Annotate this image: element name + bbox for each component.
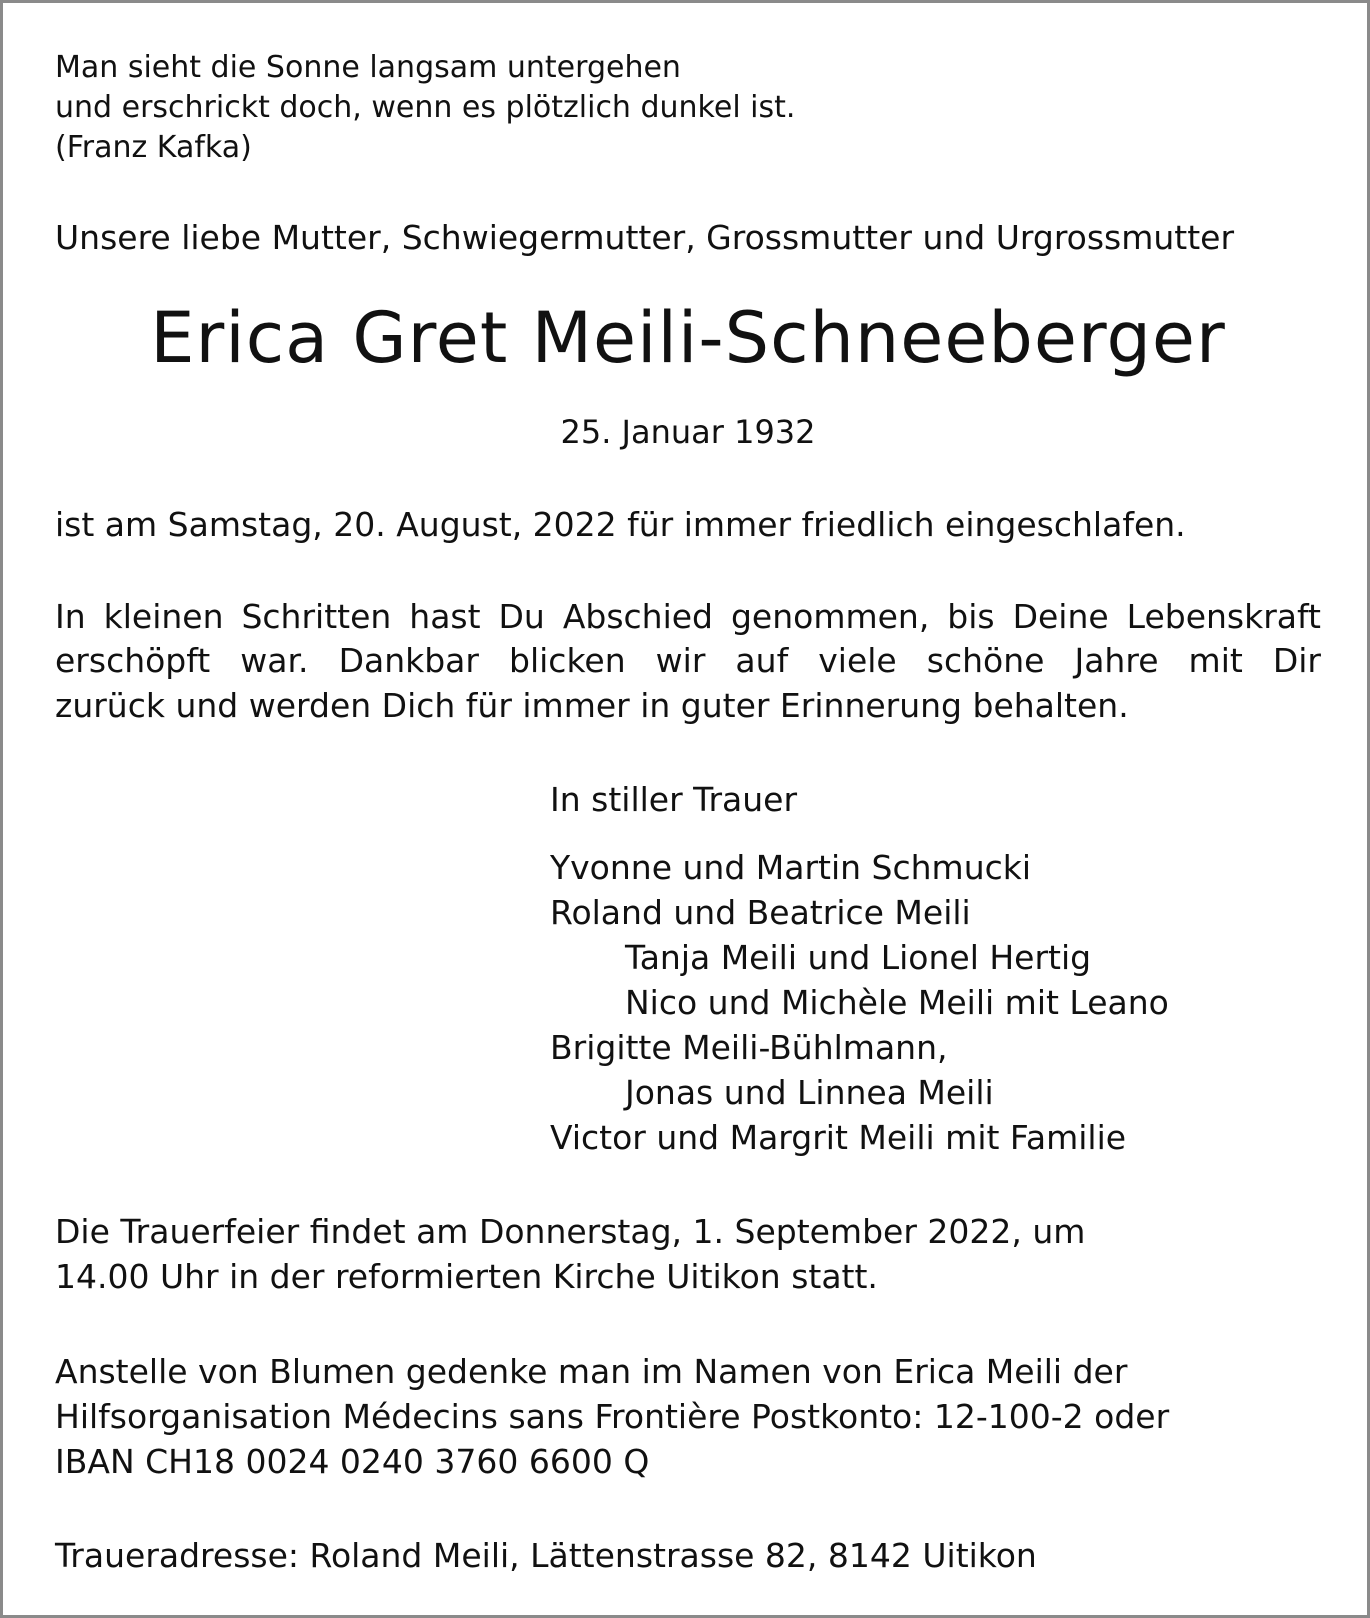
ceremony-line-1: Die Trauerfeier findet am Donnerstag, 1. September 2022, um: [55, 1212, 1086, 1251]
tribute-line-3: zurück und werden Dich für immer in guter Erinnerung behalten.: [55, 686, 1129, 725]
mourners-heading: In stiller Trauer: [550, 780, 798, 819]
ceremony-line-2: 14.00 Uhr in der reformierten Kirche Uitikon statt.: [55, 1257, 878, 1296]
passing-text: ist am Samstag, 20. August, 2022 für immer friedlich eingeschlafen.: [55, 505, 1186, 544]
mourner-name: Victor und Margrit Meili mit Familie: [550, 1118, 1127, 1157]
mourner-name: Yvonne und Martin Schmucki: [550, 848, 1032, 887]
tribute-line-1: In kleinen Schritten hast Du Abschied genommen, bis Deine Lebenskraft: [55, 597, 1321, 636]
donation-line-1: Anstelle von Blumen gedenke man im Namen von Erica Meili der: [55, 1352, 1128, 1391]
mourning-address: Traueradresse: Roland Meili, Lättenstrasse 82, 8142 Uitikon: [55, 1536, 1037, 1575]
tribute-line-2: erschöpft war. Dankbar blicken wir auf viele schöne Jahre mit Dir: [55, 641, 1321, 680]
mourner-name: Nico und Michèle Meili mit Leano: [625, 983, 1169, 1022]
deceased-name: Erica Gret Meili-Schneeberger: [150, 297, 1226, 379]
birth-date: 25. Januar 1932: [560, 413, 816, 451]
mourner-name: Tanja Meili und Lionel Hertig: [625, 938, 1092, 977]
intro-text: Unsere liebe Mutter, Schwiegermutter, Grossmutter und Urgrossmutter: [55, 218, 1235, 257]
mourner-name: Jonas und Linnea Meili: [625, 1073, 994, 1112]
motto-line-1: Man sieht die Sonne langsam untergehen: [55, 50, 681, 85]
mourner-name: Roland und Beatrice Meili: [550, 893, 971, 932]
mourner-name: Brigitte Meili-Bühlmann,: [550, 1028, 948, 1067]
motto-line-2: und erschrickt doch, wenn es plötzlich dunkel ist.: [55, 90, 796, 125]
motto-author: (Franz Kafka): [55, 130, 252, 165]
donation-line-3: IBAN CH18 0024 0240 3760 6600 Q: [55, 1442, 650, 1481]
donation-line-2: Hilfsorganisation Médecins sans Frontière Postkonto: 12-100-2 oder: [55, 1397, 1170, 1436]
